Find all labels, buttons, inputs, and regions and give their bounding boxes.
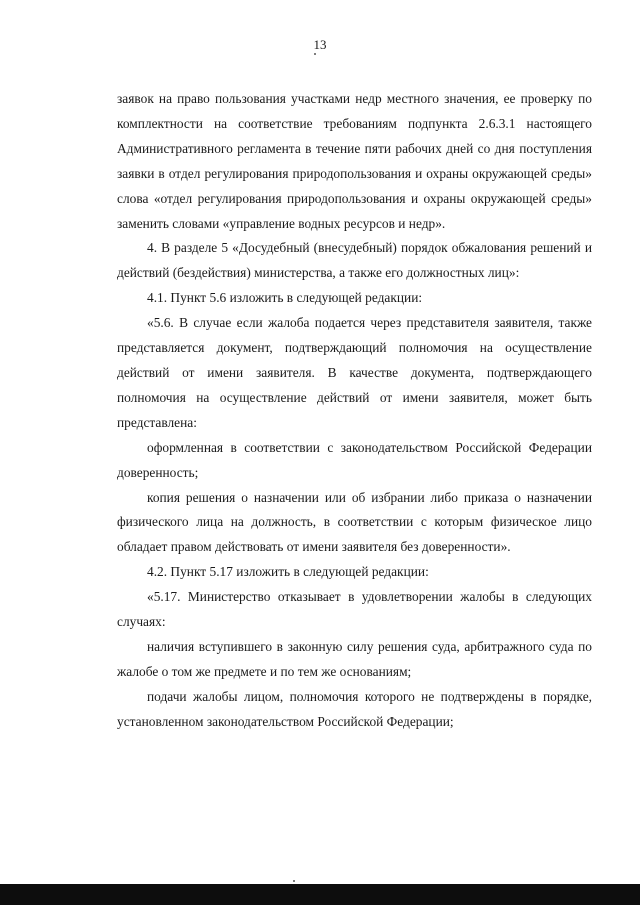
document-body bbox=[117, 87, 592, 735]
scan-speck bbox=[314, 53, 316, 55]
paragraph-item-4-1: 4.1. Пункт 5.6 изложить в следующей редакции: bbox=[147, 290, 423, 306]
paragraph-clause-5-17: «5.17. Министерство отказывает в удовлетворении жалобы в следующих случаях: bbox=[117, 589, 592, 630]
paragraph-clause-5-6: «5.6. В случае если жалоба подается через представителя заявителя, также представляется документ, подтверждающий полномочия на осуществление действий от имени заявителя. В качестве документа, подтверждающего полномочия на осуществление действий от имени заявителя, может быть представлена: bbox=[117, 315, 592, 430]
paragraph-decision-copy: копия решения о назначении или об избрании либо приказа о назначении физического лица на должность, в соответствии с которым физическое лицо обладает правом действовать от имени заявителя без доверенности». bbox=[117, 489, 592, 555]
paragraph-continuation: заявок на право пользования участками недр местного значения, ее проверку по комплектности на соответствие требованиям подпункта 2.6.3.1 настоящего Административного регламента в течение пяти рабочих дней со дня поступления заявки в отдел регулирования природопользования и охраны окружающей среды» слова «отдел регулирования природопользования и охраны окружающей среды» заменить словами «управление водных ресурсов и недр». bbox=[117, 91, 592, 231]
paragraph-item-4-2: 4.2. Пункт 5.17 изложить в следующей редакции: bbox=[147, 564, 429, 580]
paragraph-unconfirmed-authority: подачи жалобы лицом, полномочия которого не подтверждены в порядке, установленном законодательством Российской Федерации; bbox=[117, 688, 592, 729]
scan-edge-bar bbox=[0, 884, 640, 905]
paragraph-item-4: 4. В разделе 5 «Досудебный (внесудебный) порядок обжалования решений и действий (бездействия) министерства, а также его должностных лиц»: bbox=[117, 240, 592, 281]
scan-speck bbox=[293, 880, 295, 882]
page-number: 13 bbox=[313, 37, 327, 52]
paragraph-power-of-attorney: оформленная в соответствии с законодательством Российской Федерации доверенность; bbox=[117, 439, 592, 480]
paragraph-court-decision: наличия вступившего в законную силу решения суда, арбитражного суда по жалобе о том же предмете и по тем же основаниям; bbox=[117, 638, 592, 679]
